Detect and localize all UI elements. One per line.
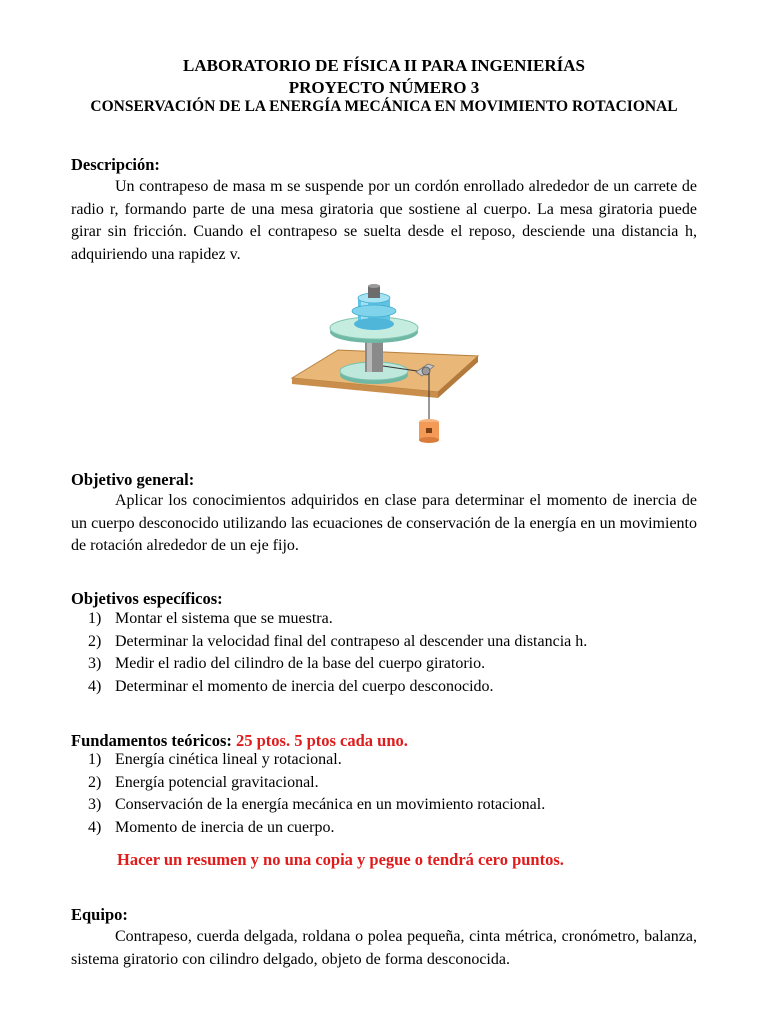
objetivos-especificos-heading: Objetivos específicos: — [71, 589, 223, 608]
fundamentos-list — [71, 749, 711, 839]
descripcion-text: Un contrapeso de masa m se suspende por un cordón enrollado alrededor de un carrete de radio r, formando parte de una mesa giratoria que sostiene al cuerpo. La mesa giratoria puede girar sin fricción. Cuando el contrapeso se suelta desde el reposo, desciende una distancia h, adquiriendo una rapidez v. — [71, 178, 697, 263]
list-item: 4) Momento de inercia de un cuerpo. — [88, 818, 335, 836]
list-item: 1) Energía cinética lineal y rotacional. — [88, 751, 342, 768]
descripcion-heading: Descripción: — [71, 155, 160, 174]
list-item: 2) Determinar la velocidad final del contrapeso al descender una distancia h. — [88, 632, 588, 650]
list-item: 4) Determinar el momento de inercia del cuerpo desconocido. — [88, 677, 494, 695]
equipo-heading: Equipo: — [71, 905, 128, 924]
project-subtitle: CONSERVACIÓN DE LA ENERGÍA MECÁNICA EN MOVIMIENTO ROTACIONAL — [90, 98, 678, 115]
list-item: 3) Conservación de la energía mecánica en un movimiento rotacional. — [88, 796, 546, 813]
objetivos-especificos-list — [71, 608, 711, 698]
list-item: 3) Medir el radio del cilindro de la base del cuerpo giratorio. — [88, 655, 486, 672]
list-item: 2) Energía potencial gravitacional. — [88, 773, 319, 791]
project-number: PROYECTO NÚMERO 3 — [288, 78, 480, 97]
list-item: 1) Montar el sistema que se muestra. — [88, 610, 333, 627]
objetivo-general-heading: Objetivo general: — [71, 470, 195, 489]
lab-title: LABORATORIO DE FÍSICA II PARA INGENIERÍAS — [183, 56, 585, 75]
equipo-text: Contrapeso, cuerda delgada, roldana o polea pequeña, cinta métrica, cronómetro, balanza, sistema giratorio con cilindro delgado, objeto de forma desconocida. — [71, 928, 697, 968]
objetivo-general-text: Aplicar los conocimientos adquiridos en clase para determinar el momento de inercia de un cuerpo desconocido utilizando las ecuaciones de conservación de la energía en un movimiento de rotación alrededor de un eje fijo. — [71, 492, 697, 554]
fundamentos-heading: Fundamentos teóricos: 25 ptos. 5 ptos cada uno. — [71, 731, 408, 750]
rotating-table-illustration — [288, 280, 480, 448]
warning-text: Hacer un resumen y no una copia y pegue o tendrá cero puntos. — [117, 850, 564, 869]
points-note: 25 ptos. 5 ptos cada uno. — [235, 731, 408, 750]
